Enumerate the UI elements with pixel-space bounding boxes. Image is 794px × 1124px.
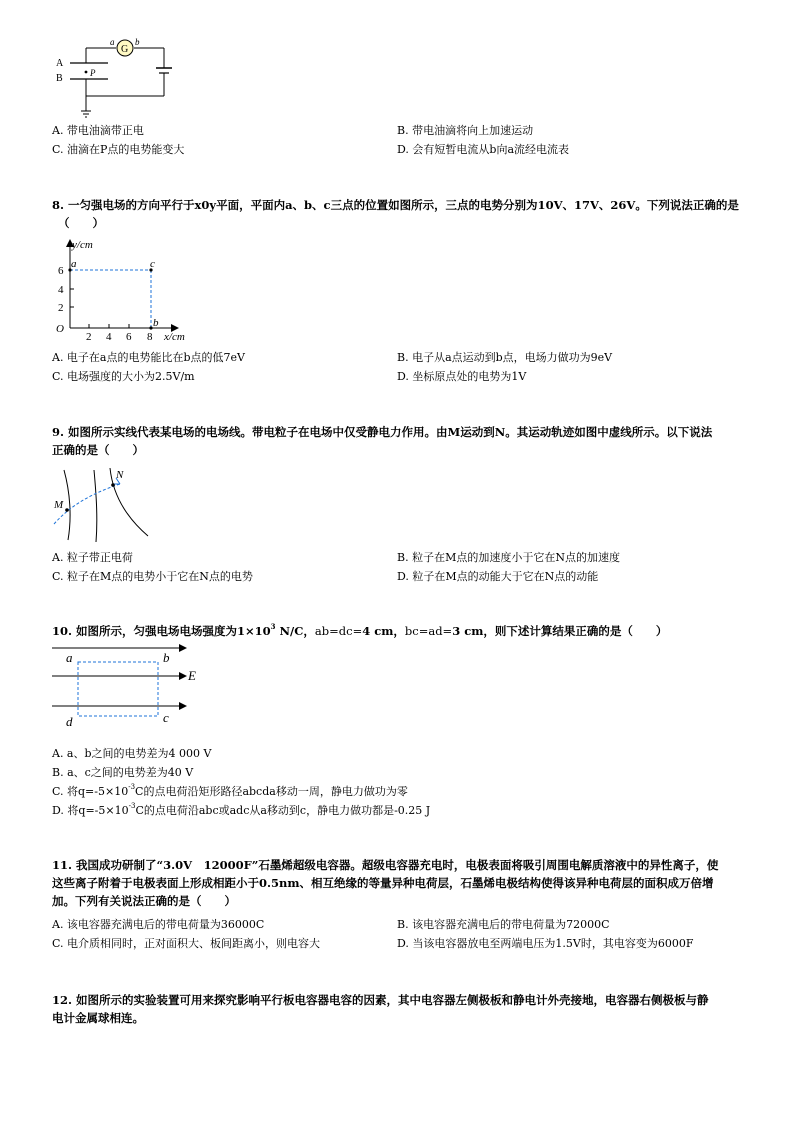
q11-stem-line1 [52, 856, 718, 874]
q10-option-d [52, 804, 430, 818]
q11-option-d: D. 当该电容器放电至两端电压为1.5V时，其电容变为6000F [397, 937, 694, 950]
label-b: b [135, 37, 140, 47]
point-b-label: b [153, 317, 159, 329]
x-tick-4: 4 [106, 331, 112, 343]
label-plate-B: B [56, 73, 63, 84]
q10-stem-exponent: 3 [270, 622, 276, 631]
q10-option-c-part1: C. 将q=-5×10 [52, 785, 129, 798]
q9-option-a: A. 粒子带正电荷 [52, 551, 133, 564]
q10-stem-unit: N/C， [275, 624, 315, 638]
q7-option-c: C. 油滴在P点的电势能变大 [52, 143, 185, 156]
y-tick-2: 2 [58, 302, 64, 314]
field-E-label: E [188, 668, 196, 683]
q9-number: 9. [52, 425, 65, 439]
q8-option-d: D. 坐标原点处的电势为1V [397, 370, 527, 383]
q9-stem-line2: 正确的是（ ） [52, 443, 144, 457]
q12-stem-line2: 电计金属球相连。 [52, 1011, 144, 1025]
q11-option-a: A. 该电容器充满电后的带电荷量为36000C [52, 918, 265, 931]
q10-option-a: A. a、b之间的电势差为4 000 V [52, 747, 212, 760]
q9-option-c: C. 粒子在M点的电势小于它在N点的电势 [52, 570, 253, 583]
uniform-field-figure [50, 638, 210, 730]
q12-stem-line1 [52, 991, 709, 1009]
origin-label: O [56, 323, 64, 335]
q10-stem-part5: 3 cm，则下述计算结果正确的是（ ） [452, 624, 668, 638]
q11-option-b: B. 该电容器充满电后的带电荷量为72000C [397, 918, 610, 931]
q10-stem-part3: 4 cm， [362, 624, 405, 638]
capacitor-circuit-figure [48, 36, 178, 124]
label-plate-A: A [56, 58, 64, 69]
galvanometer-label: G [121, 44, 129, 55]
q11-number: 11. [52, 858, 73, 872]
q12-number: 12. [52, 993, 73, 1007]
q8-stem-line1 [52, 196, 739, 214]
q10-stem-part1: 如图所示，匀强电场电场强度为1×10 [76, 624, 271, 638]
q8-option-a: A. 电子在a点的电势能比在b点的低7eV [52, 351, 245, 364]
x-tick-2: 2 [86, 331, 92, 343]
y-tick-4: 4 [58, 284, 64, 296]
x-axis-label: x/cm [164, 331, 185, 343]
q8-option-c: C. 电场强度的大小为2.5V/m [52, 370, 195, 383]
x-tick-8: 8 [147, 331, 153, 343]
q8-stem-line2: （ ） [58, 216, 104, 230]
q9-stem: 如图所示实线代表某电场的电场线。带电粒子在电场中仅受静电力作用。由M运动到N。其运动轨迹如图中虚线所示。以下说法 [68, 425, 713, 439]
q8-coordinate-figure [50, 236, 200, 344]
y-tick-6: 6 [58, 265, 64, 277]
label-P: P [90, 68, 96, 78]
q10-option-d-exponent: -3 [128, 802, 136, 810]
q9-stem-line1 [52, 423, 712, 441]
corner-b-label: b [163, 650, 170, 665]
label-M: M [54, 499, 64, 511]
q12-stem: 如图所示的实验装置可用来探究影响平行板电容器电容的因素，其中电容器左侧极板和静电计外壳接地，电容器右侧极板与静 [76, 993, 709, 1007]
y-axis-label: y/cm [72, 239, 93, 251]
point-c-label: c [150, 258, 155, 270]
q11-stem: 我国成功研制了“3.0V 12000F”石墨烯超级电容器。超级电容器充电时，电极表面将吸引周围电解质溶液中的异性离子，使 [76, 858, 719, 872]
label-N: N [116, 469, 124, 481]
q10-option-c [52, 785, 408, 799]
q10-option-b: B. a、c之间的电势差为40 V [52, 766, 194, 779]
q8-number: 8. [52, 198, 65, 212]
q11-option-c: C. 电介质相同时，正对面积大、板间距离小，则电容大 [52, 937, 321, 950]
q7-option-a: A. 带电油滴带正电 [52, 124, 144, 137]
corner-c-label: c [163, 710, 169, 725]
q10-option-d-part1: D. 将q=-5×10 [52, 804, 129, 817]
label-a: a [110, 37, 115, 47]
q7-option-b: B. 带电油滴将向上加速运动 [397, 124, 534, 137]
q7-option-d: D. 会有短暂电流从b向a流经电流表 [397, 143, 570, 156]
q10-option-c-exponent: -3 [128, 783, 136, 791]
q10-option-d-part2: C的点电荷沿abc或adc从a移动到c，静电力做功都是-0.25 J [135, 804, 431, 817]
corner-d-label: d [66, 714, 73, 729]
q10-stem-part4: bc=ad= [404, 624, 453, 638]
point-a-label: a [71, 258, 77, 270]
q8-option-b: B. 电子从a点运动到b点，电场力做功为9eV [397, 351, 613, 364]
q11-stem-line3: 加。下列有关说法正确的是（ ） [52, 894, 236, 908]
x-tick-6: 6 [126, 331, 132, 343]
q9-option-d: D. 粒子在M点的动能大于它在N点的动能 [397, 570, 599, 583]
q10-stem-part2: ab=dc= [314, 624, 363, 638]
q11-stem-line2: 这些离子附着于电极表面上形成相距小于0.5nm、相互绝缘的等量异种电荷层，石墨烯电极结构使得该异种电荷层的面积成万倍增 [52, 876, 714, 890]
q8-stem: 一匀强电场的方向平行于x0y平面，平面内a、b、c三点的位置如图所示，三点的电势分别为10V、17V、26V。下列说法正确的是 [68, 198, 739, 212]
q9-option-b: B. 粒子在M点的加速度小于它在N点的加速度 [397, 551, 620, 564]
corner-a-label: a [66, 650, 73, 665]
field-lines-figure [50, 462, 160, 544]
q10-option-c-part2: C的点电荷沿矩形路径abcda移动一周，静电力做功为零 [135, 785, 408, 798]
q10-number: 10. [52, 624, 73, 638]
